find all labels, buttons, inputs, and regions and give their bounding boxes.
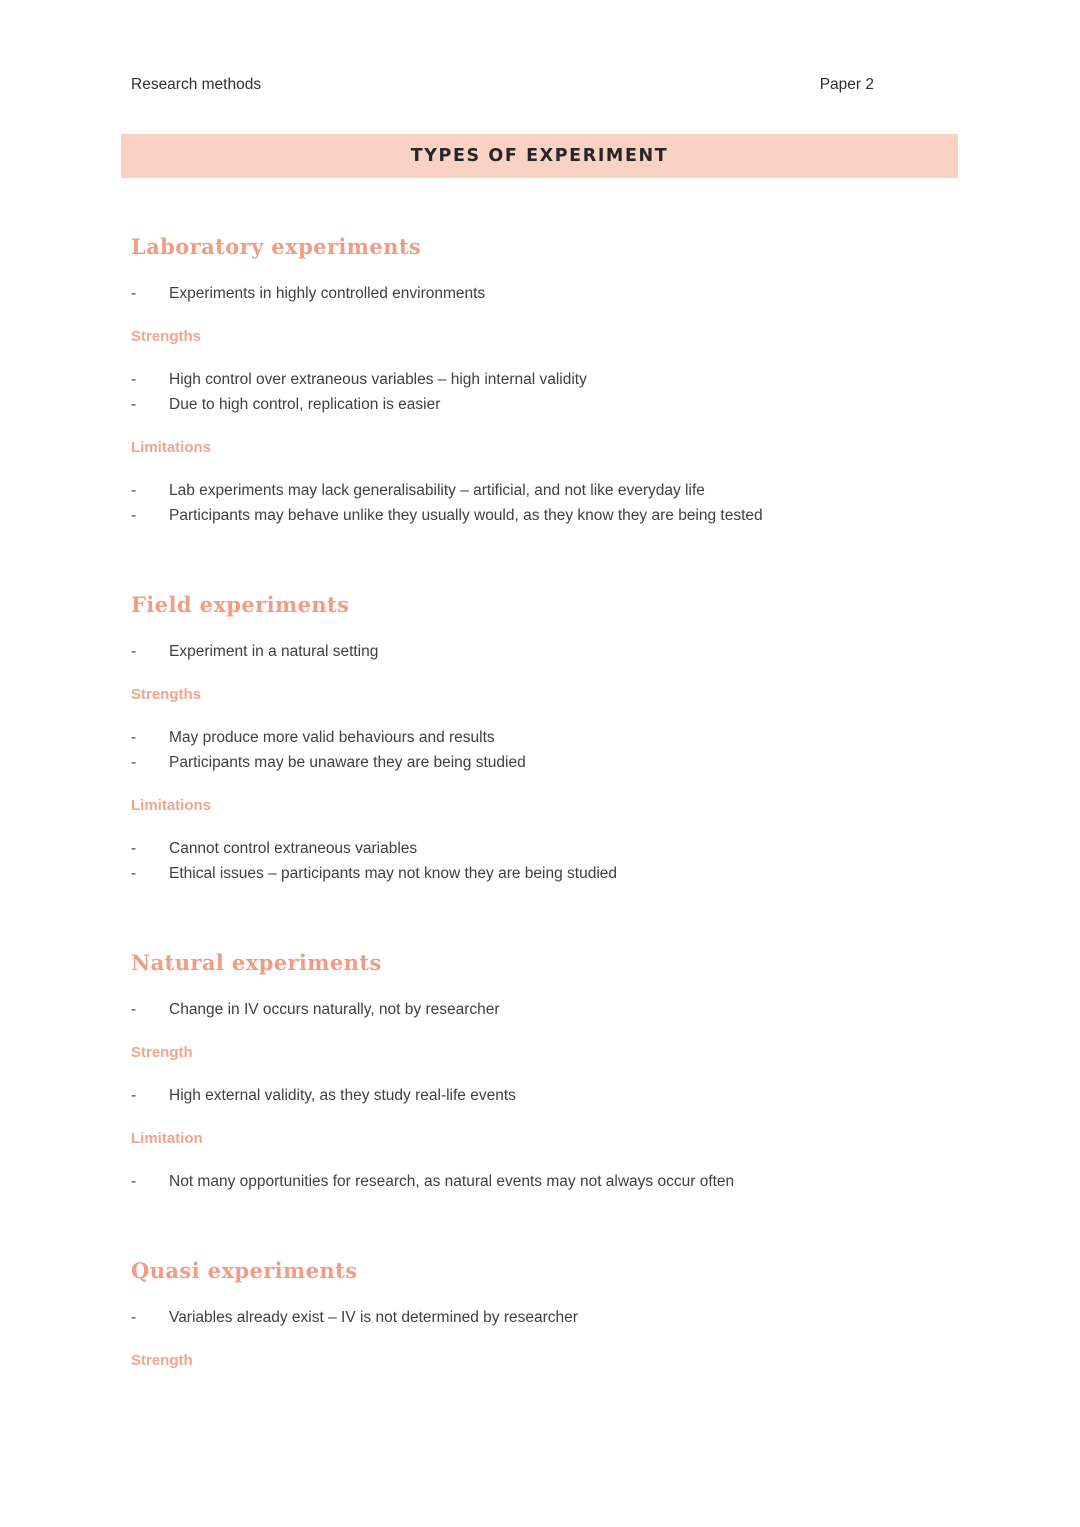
bullet-dash: - bbox=[131, 840, 137, 857]
bullet-dash: - bbox=[131, 482, 137, 499]
list-item bbox=[131, 639, 949, 664]
limitations-list bbox=[131, 836, 949, 886]
list-item bbox=[131, 281, 949, 306]
bullet-dash: - bbox=[131, 1087, 137, 1104]
title-banner bbox=[121, 134, 958, 178]
bullet-text: Variables already exist – IV is not determined by researcher bbox=[169, 1309, 578, 1326]
bullet-dash: - bbox=[131, 1001, 137, 1018]
page-content bbox=[0, 234, 1080, 1369]
bullet-dash: - bbox=[131, 865, 137, 882]
section-laboratory-experiments bbox=[131, 234, 949, 528]
list-item bbox=[131, 750, 949, 775]
section-field-experiments bbox=[131, 592, 949, 886]
bullet-dash: - bbox=[131, 396, 137, 413]
list-item bbox=[131, 997, 949, 1022]
list-item bbox=[131, 725, 949, 750]
strengths-list bbox=[131, 1083, 949, 1108]
limitations-heading: Limitation bbox=[131, 1130, 203, 1147]
bullet-text: May produce more valid behaviours and results bbox=[169, 729, 495, 746]
bullet-text: Lab experiments may lack generalisability – artificial, and not like everyday life bbox=[169, 482, 705, 499]
page-header bbox=[0, 0, 1080, 94]
bullet-text: Participants may be unaware they are being studied bbox=[169, 754, 526, 771]
bullet-text: Due to high control, replication is easier bbox=[169, 396, 441, 413]
section-title: Quasi experiments bbox=[131, 1258, 358, 1283]
list-item bbox=[131, 1083, 949, 1108]
strengths-heading: Strengths bbox=[131, 328, 202, 345]
intro-list bbox=[131, 281, 949, 306]
bullet-text: High control over extraneous variables – high internal validity bbox=[169, 371, 587, 388]
list-item bbox=[131, 503, 949, 528]
list-item bbox=[131, 392, 949, 417]
intro-list bbox=[131, 997, 949, 1022]
bullet-text: High external validity, as they study real-life events bbox=[169, 1087, 516, 1104]
section-title: Field experiments bbox=[131, 592, 350, 617]
bullet-dash: - bbox=[131, 1173, 137, 1190]
bullet-dash: - bbox=[131, 729, 137, 746]
limitations-heading: Limitations bbox=[131, 439, 212, 456]
section-quasi-experiments bbox=[131, 1258, 949, 1369]
bullet-text: Not many opportunities for research, as natural events may not always occur often bbox=[169, 1173, 735, 1190]
list-item bbox=[131, 1305, 949, 1330]
strengths-heading: Strengths bbox=[131, 686, 202, 703]
intro-list bbox=[131, 1305, 949, 1330]
bullet-text: Ethical issues – participants may not know they are being studied bbox=[169, 865, 618, 882]
bullet-dash: - bbox=[131, 1309, 137, 1326]
strengths-heading: Strength bbox=[131, 1044, 193, 1061]
list-item bbox=[131, 1169, 949, 1194]
banner-title: TYPES OF EXPERIMENT bbox=[410, 146, 669, 166]
bullet-dash: - bbox=[131, 285, 137, 302]
bullet-dash: - bbox=[131, 643, 137, 660]
limitations-list bbox=[131, 1169, 949, 1194]
header-paper-label: Paper 2 bbox=[819, 76, 874, 93]
bullet-text: Participants may behave unlike they usually would, as they know they are being tested bbox=[169, 507, 763, 524]
list-item bbox=[131, 861, 949, 886]
strengths-list bbox=[131, 725, 949, 775]
bullet-text: Experiments in highly controlled environments bbox=[169, 285, 486, 302]
section-natural-experiments bbox=[131, 950, 949, 1194]
limitations-list bbox=[131, 478, 949, 528]
bullet-text: Experiment in a natural setting bbox=[169, 643, 379, 660]
list-item bbox=[131, 367, 949, 392]
list-item bbox=[131, 836, 949, 861]
bullet-dash: - bbox=[131, 371, 137, 388]
bullet-dash: - bbox=[131, 507, 137, 524]
header-document-title: Research methods bbox=[131, 76, 262, 93]
limitations-heading: Limitations bbox=[131, 797, 212, 814]
intro-list bbox=[131, 639, 949, 664]
bullet-text: Change in IV occurs naturally, not by researcher bbox=[169, 1001, 500, 1018]
bullet-dash: - bbox=[131, 754, 137, 771]
list-item bbox=[131, 478, 949, 503]
bullet-text: Cannot control extraneous variables bbox=[169, 840, 418, 857]
section-title: Natural experiments bbox=[131, 950, 382, 975]
section-title: Laboratory experiments bbox=[131, 234, 422, 259]
strengths-list bbox=[131, 367, 949, 417]
strengths-heading: Strength bbox=[131, 1352, 193, 1369]
